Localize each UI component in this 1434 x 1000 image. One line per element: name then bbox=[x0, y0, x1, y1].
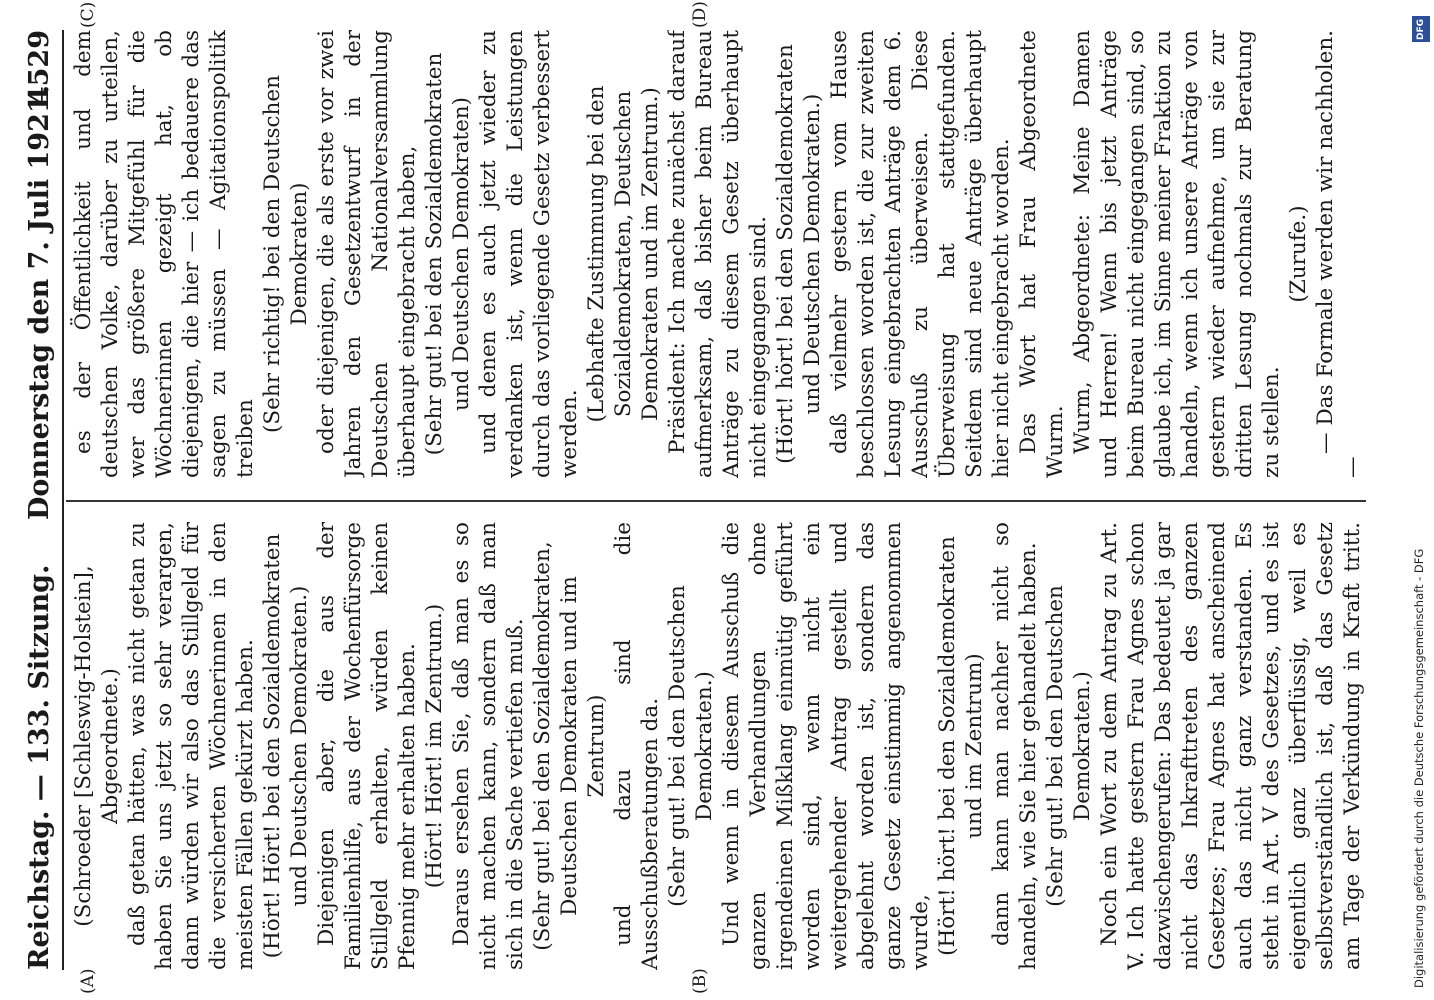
interjection-text: (Sehr gut! bei den Deutschen Demokraten.) bbox=[665, 585, 717, 907]
margin-marker-c: (C) bbox=[78, 1, 98, 28]
paragraph: Noch ein Wort zu dem Antrag zu Art. V. Ich hatte gestern Frau Agnes schon dazwischengerufen: Das bedeutet ja gar nicht das Inkrafttreten des ganzen Gesetzes; Frau Agnes hat anscheinend auch das nicht ganz verstanden. Es steht in Art. V des Gesetzes, und es ist eigentlich ganz überflüssig, weil es selbstverständlich ist, daß das Gesetz am Tage der Verkündung in Kraft tritt. bbox=[1097, 522, 1365, 970]
paragraph: Präsident: Ich mache zunächst darauf aufmerksam, daß bisher beim Bureau Anträge zu diesem Gesetz überhaupt nicht eingegangen sind. bbox=[665, 30, 771, 478]
header-session: Reichstag. — 133. Sitzung. bbox=[24, 564, 55, 970]
margin-marker-a: (A) bbox=[78, 968, 98, 994]
interjection-text: (Sehr gut! bei den Deutschen Demokraten.) bbox=[1043, 585, 1095, 907]
interjection-text: (Zurufe.) bbox=[1286, 205, 1311, 303]
paragraph: es der Öffentlichkeit und dem deutschen Volke, darüber zu urteilen, wer das größere Mitgefühl für die Wöchnerinnen gezeigt hat, ob diejenigen, die hier — ich bedauere das sagen zu müssen — Agitationspolitik treiben bbox=[71, 30, 258, 478]
paragraph: daß vielmehr gestern vom Hause beschlossen worden ist, die zur zweiten Lesung eingebrachten Anträge dem 6. Ausschuß zu überweisen. Diese Überweisung hat stattgefunden. Seitdem sind neue Anträge überhaupt hier nicht eingebracht worden. bbox=[827, 30, 1014, 478]
margin-marker-d: (D) bbox=[690, 1, 710, 28]
paragraph: Diejenigen aber, die aus der Familienhilfe, aus der Wochenfürsorge Stillgeld erhalten, würden keinen Pfennig mehr erhalten haben. bbox=[314, 522, 420, 970]
margin-marker-b: (B) bbox=[690, 968, 710, 994]
interjection-text: (Hört! hört! bei den Sozialdemokraten und Deutschen Demokraten.) bbox=[773, 44, 825, 464]
header-date: Donnerstag den 7. Juli 1921. bbox=[24, 84, 55, 520]
right-column bbox=[70, 30, 1365, 478]
paragraph: Wurm, Abgeordnete: Meine Damen und Herren! Wenn bis jetzt Anträge beim Bureau nicht eingegangen sind, so glaube ich, im Sinne meiner Fraktion zu handeln, wenn ich unsere Anträge von gestern wieder aufnehme, um sie zur dritten Lesung nochmals zur Beratung zu stellen. bbox=[1070, 30, 1284, 478]
column-divider bbox=[66, 501, 1366, 503]
dfg-logo: DFG bbox=[1412, 16, 1430, 42]
paragraph: Und wenn in diesem Ausschuß die ganzen Verhandlungen ohne irgendeinen Mißklang einmütig geführt worden sind, wenn nicht ein weitergehender Antrag gestellt und abgelehnt worden ist, sondern das ganze Gesetz einstimmig angenommen wurde, bbox=[719, 522, 933, 970]
interjection-text: (Sehr richtig! bei den Deutschen Demokraten) bbox=[260, 75, 312, 433]
interjection-text: (Hört! Hört! bei den Sozialdemokraten und Deutschen Demokraten.) bbox=[260, 533, 312, 959]
header-rule bbox=[62, 30, 64, 970]
page-number: 4529 bbox=[24, 30, 55, 106]
paragraph: Daraus ersehen Sie, daß man es so nicht machen kann, sondern daß man sich in die Sache vertiefen muß. bbox=[449, 522, 528, 970]
funding-note: Digitalisierung gefördert durch die Deutsche Forschungsgemeinschaft - DFG bbox=[1412, 548, 1426, 988]
interjection-text: (Schroeder [Schleswig-Holstein], Abgeordnete.) bbox=[71, 565, 123, 927]
paragraph: oder diejenigen, die als erste vor zwei Jahren den Gesetzentwurf in der Deutschen Nationalversammlung überhaupt eingebracht haben, bbox=[314, 30, 420, 478]
paragraph: und denen es auch jetzt wieder zu verdanken ist, wenn die Leistungen durch das vorliegende Gesetz verbessert werden. bbox=[476, 30, 582, 478]
paragraph: und dazu sind die Ausschußberatungen da. bbox=[611, 522, 663, 970]
interjection-text: (Hört! Hört! im Zentrum.) bbox=[422, 603, 447, 889]
left-column bbox=[70, 522, 1365, 970]
interjection-text: (Sehr gut! bei den Sozialdemokraten und Deutschen Demokraten) bbox=[422, 52, 474, 456]
paragraph: — Das Formale werden wir nachholen. — bbox=[1313, 30, 1365, 478]
paragraph: daß getan hätten, was nicht getan zu haben Sie uns jetzt so sehr verargen, dann würden wir also das Stillgeld für die versicherten Wöchnerinnen in den meisten Fällen gekürzt haben. bbox=[125, 522, 258, 970]
paragraph: Das Wort hat Frau Abgeordnete Wurm. bbox=[1016, 30, 1068, 478]
paragraph: dann kann man nachher nicht so handeln, wie Sie hier gehandelt haben. bbox=[989, 522, 1041, 970]
interjection-text: (Lebhafte Zustimmung bei den Sozialdemokraten, Deutschen Demokraten und im Zentrum.) bbox=[584, 85, 663, 423]
interjection-text: (Hört! hört! bei den Sozialdemokraten und im Zentrum) bbox=[935, 536, 987, 956]
interjection-text: (Sehr gut! bei den Sozialdemokraten, Deutschen Demokraten und im Zentrum) bbox=[530, 541, 609, 951]
funding-stamp bbox=[1412, 8, 1430, 988]
page-header bbox=[22, 30, 62, 970]
